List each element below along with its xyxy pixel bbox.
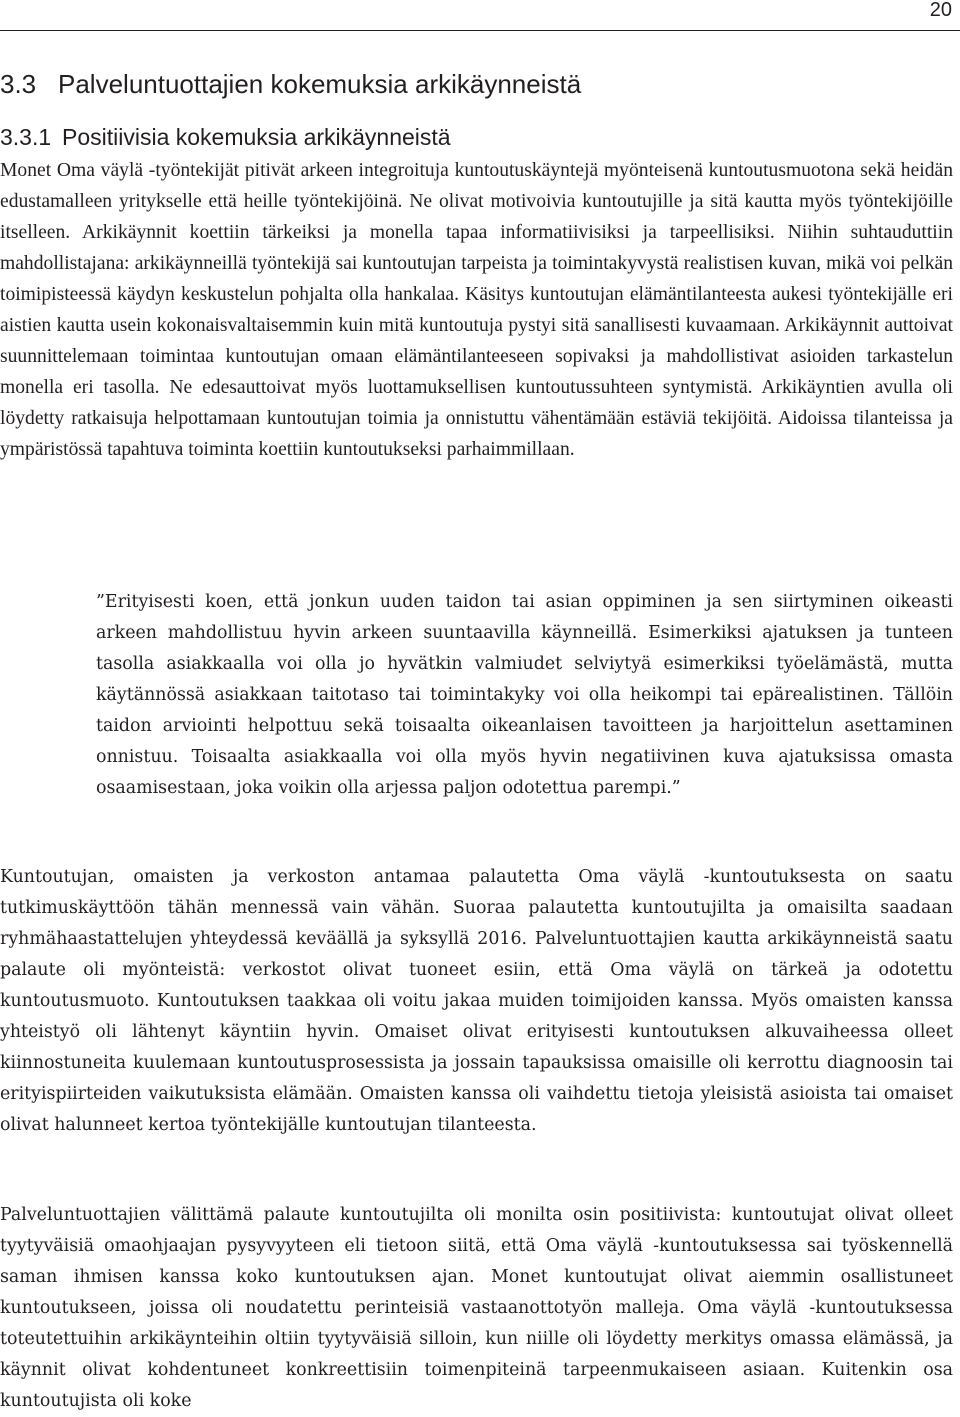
paragraph-client-feedback: Palveluntuottajien välittämä palaute kuntoutujilta oli monilta osin positiivista: kuntoutujat olivat olleet tyytyväisiä omaohjaajan pysyvyyteen eli tietoon siitä, että Oma väylä -kuntoutuksessa sai työskennellä saman ihmisen kanssa koko kuntoutuksen ajan. Monet kuntoutujat olivat aiemmin osallistuneet kuntoutukseen, joissa oli noudatettu perinteisiä vastaanottotyön malleja. Oma väylä -kuntoutuksessa toteutettuihin arkikäynteihin oltiin tyytyväisiä silloin, kun niille oli löydetty merkitys omassa elämässä, ja käynnit olivat kohdentuneet konkreettisiin toimenpiteinä tarpeenmukaiseen asiaan. Kuitenkin osa kuntoutujista oli koke bbox=[0, 1205, 953, 1411]
block-quote: ”Erityisesti koen, että jonkun uuden taidon tai asian oppiminen ja sen siirtyminen oikeasti arkeen mahdollistuu hyvin arkeen suuntaavilla käynneillä. Esimerkiksi ajatuksen ja tunteen tasolla asiakkaalla voi olla jo hyvätkin valmiudet selviytyä esimerkiksi työelämästä, mutta käytännössä asiakkaan taitotaso tai toimintakyky voi olla heikompi tai epärealistinen. Tällöin taidon arviointi helpottuu sekä toisaalta oikeanlaisen tavoitteen ja harjoittelun asettaminen onnistuu. Toisaalta asiakkaalla voi olla myös hyvin negatiivinen kuva ajatuksissa omasta osaamisestaan, joka voikin olla arjessa paljon odotettua parempi.” bbox=[96, 592, 953, 798]
section-number: 3.3 bbox=[0, 69, 37, 99]
section-title: Palveluntuottajien kokemuksia arkikäynneistä bbox=[58, 69, 582, 99]
paragraph-feedback: Kuntoutujan, omaisten ja verkoston antamaa palautetta Oma väylä -kuntoutuksesta on saatu tutkimuskäyttöön tähän mennessä vain vähän. Suoraa palautetta kuntoutujilta ja omaisilta saadaan ryhmähaastattelujen yhteydessä keväällä ja syksyllä 2016. Palveluntuottajien kautta arkikäynneistä saatu palaute oli myönteistä: verkostot olivat tuoneet esiin, että Oma väylä on tärkeä ja odotettu kuntoutusmuoto. Kuntoutuksen taakkaa oli voitu jakaa muiden toimijoiden kanssa. Myös omaisten kanssa yhteistyö oli lähtenyt käyntiin hyvin. Omaiset olivat erityisesti kuntoutuksen alkuvaiheessa olleet kiinnostuneita kuulemaan kuntoutusprosessista ja jossain tapauksissa omaisille oli kerrottu diagnoosin tai erityispiirteiden vaikutuksista elämään. Omaisten kanssa oli vaihdettu tietoja yleisistä asioista tai omaiset olivat halunneet kertoa työntekijälle kuntoutujan tilanteesta. bbox=[0, 867, 953, 1135]
section-heading bbox=[0, 68, 581, 100]
subsection-heading bbox=[0, 122, 451, 152]
paragraph-intro: Monet Oma väylä -työntekijät pitivät arkeen integroituja kuntoutuskäyntejä myönteisenä kuntoutusmuotona sekä heidän edustamalleen yritykselle että heille työntekijöinä. Ne olivat motivoivia kuntoutujille ja sitä kautta myös työntekijöille itselleen. Arkikäynnit koettiin tärkeiksi ja monella tapaa informatiivisiksi ja tarpeellisiksi. Niihin suhtauduttiin mahdollistajana: arkikäynneillä työntekijä sai kuntoutujan tarpeista ja toimintakyvystä realistisen kuvan, mikä voi pelkän toimipisteessä käydyn keskustelun pohjalta olla hankalaa. Käsitys kuntoutujan elämäntilanteesta aukesi työntekijälle eri aistien kautta usein kokonaisvaltaisemmin kuin mitä kuntoutuja pystyi sitä sanallisesti kuvaamaan. Arkikäynnit auttoivat suunnittelemaan toimintaa kuntoutujan omaan elämäntilanteeseen sopivaksi ja mahdollistivat asioiden tarkastelun monella eri tasolla. Ne edesauttoivat myös luottamuksellisen kuntoutussuhteen syntymistä. Arkikäyntien avulla oli löydetty ratkaisuja helpottamaan kuntoutujan toimia ja onnistuttu vähentämään estäviä tekijöitä. Aidoissa tilanteissa ja ympäristössä tapahtuva toiminta koettiin kuntoutukseksi parhaimmillaan. bbox=[0, 160, 953, 460]
page-number: 20 bbox=[929, 0, 952, 21]
subsection-title: Positiivisia kokemuksia arkikäynneistä bbox=[62, 124, 451, 150]
header-rule bbox=[0, 30, 960, 31]
subsection-number: 3.3.1 bbox=[0, 124, 52, 150]
